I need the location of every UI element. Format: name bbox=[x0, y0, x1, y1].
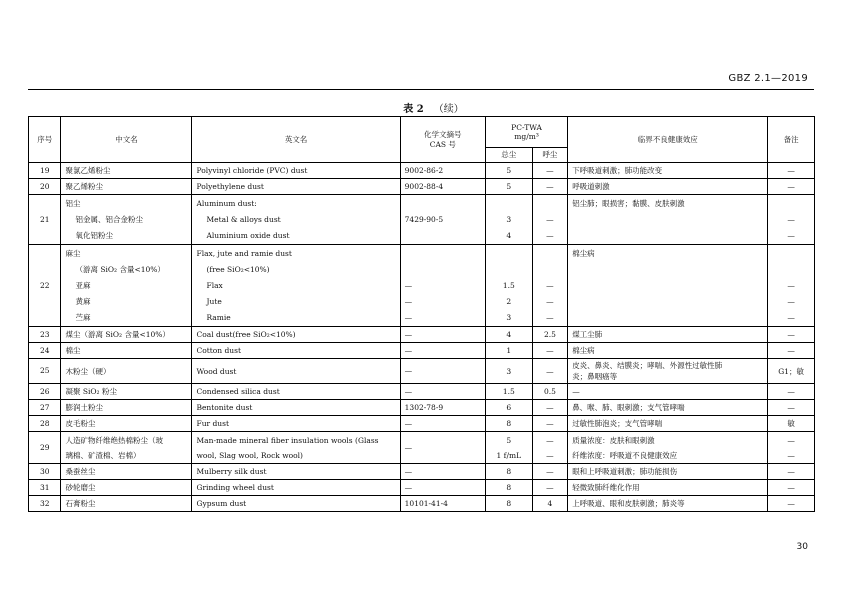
table-row bbox=[29, 245, 815, 327]
cell-total-dust bbox=[485, 327, 532, 343]
cell-total-dust bbox=[485, 179, 532, 195]
cell-cn-name bbox=[61, 179, 192, 195]
total-dust-value bbox=[490, 196, 528, 212]
resp-dust-value: — bbox=[546, 214, 554, 224]
note-line: — bbox=[787, 329, 795, 339]
cell-seq: 24 bbox=[29, 343, 61, 359]
effect-line: 上呼吸道、眼和皮肤刺激；肺炎等 bbox=[572, 498, 685, 508]
en-name-line: wool, Slag wool, Rock wool) bbox=[196, 450, 303, 460]
cell-cn-name bbox=[61, 400, 192, 416]
resp-dust-value: — bbox=[546, 466, 554, 476]
cell-seq: 32 bbox=[29, 496, 61, 512]
cell-effect bbox=[568, 480, 768, 496]
cell-resp-dust bbox=[532, 163, 568, 179]
note-line bbox=[772, 262, 810, 278]
cell-total-dust bbox=[485, 195, 532, 245]
header-cas bbox=[400, 117, 485, 163]
cell-note bbox=[768, 464, 815, 480]
en-name-line: Condensed silica dust bbox=[196, 386, 280, 396]
note-line: — bbox=[787, 280, 795, 290]
en-name-line: Ramie bbox=[206, 312, 231, 322]
cell-cn-name bbox=[61, 195, 192, 245]
cell-effect bbox=[568, 400, 768, 416]
total-dust-value: 8 bbox=[506, 418, 512, 428]
cell-cn-name bbox=[61, 359, 192, 384]
total-dust-value: 1.5 bbox=[502, 386, 515, 396]
resp-dust-value: 4 bbox=[547, 498, 553, 508]
cn-name-line: 桑蚕丝尘 bbox=[65, 466, 96, 476]
cell-cn-name bbox=[61, 480, 192, 496]
table-row bbox=[29, 480, 815, 496]
total-dust-value: 4 bbox=[506, 329, 512, 339]
note-line: — bbox=[787, 181, 795, 191]
cell-en-name bbox=[192, 163, 400, 179]
note-line: — bbox=[787, 498, 795, 508]
total-dust-value: 1 bbox=[506, 345, 512, 355]
page-number: 30 bbox=[796, 542, 808, 552]
cell-cas: — bbox=[400, 359, 485, 384]
cell-note bbox=[768, 343, 815, 359]
cell-resp-dust bbox=[532, 245, 568, 327]
cell-en-name bbox=[192, 343, 400, 359]
cell-total-dust bbox=[485, 480, 532, 496]
note-line: — bbox=[787, 214, 795, 224]
cell-note bbox=[768, 359, 815, 384]
total-dust-value: 3 bbox=[506, 312, 512, 322]
en-name-line: Polyethylene dust bbox=[196, 181, 264, 191]
effect-line: 煤工尘肺 bbox=[572, 329, 603, 339]
effect-line bbox=[572, 262, 763, 278]
cell-seq: 20 bbox=[29, 179, 61, 195]
cell-seq: 23 bbox=[29, 327, 61, 343]
table-row bbox=[29, 416, 815, 432]
cell-total-dust bbox=[485, 464, 532, 480]
table-row bbox=[29, 195, 815, 245]
resp-dust-value: — bbox=[546, 181, 554, 191]
note-line: — bbox=[787, 296, 795, 306]
total-dust-value: 8 bbox=[506, 482, 512, 492]
cell-cas: — bbox=[400, 480, 485, 496]
effect-line: 皮炎、鼻炎、结膜炎；哮喘、外源性过敏性肺 bbox=[572, 361, 723, 370]
cell-cas: 1302-78-9 bbox=[400, 400, 485, 416]
cell-effect bbox=[568, 384, 768, 400]
cell-en-name bbox=[192, 179, 400, 195]
en-name-line: Coal dust(free SiO₂<10%) bbox=[196, 329, 296, 339]
effect-line: 过敏性肺泡炎；支气管哮喘 bbox=[572, 418, 663, 428]
cell-seq: 28 bbox=[29, 416, 61, 432]
total-dust-value: 5 bbox=[506, 181, 512, 191]
cell-cas: — bbox=[400, 384, 485, 400]
total-dust-value: 3 bbox=[506, 366, 512, 376]
cn-name-line: 木粉尘（硬） bbox=[65, 366, 111, 376]
effect-line: 棉尘病 bbox=[572, 248, 595, 258]
note-line: — bbox=[787, 402, 795, 412]
cell-cn-name bbox=[61, 464, 192, 480]
occupational-exposure-limits-table bbox=[28, 116, 815, 512]
cas-line: — bbox=[404, 312, 413, 322]
cell-total-dust bbox=[485, 343, 532, 359]
cn-name-line: 砂轮磨尘 bbox=[65, 482, 96, 492]
cell-total-dust bbox=[485, 416, 532, 432]
cell-cas: 10101-41-4 bbox=[400, 496, 485, 512]
table-row bbox=[29, 496, 815, 512]
cn-name-line: 璃棉、矿渣棉、岩棉） bbox=[65, 450, 141, 460]
cn-name-line: 皮毛粉尘 bbox=[65, 418, 96, 428]
cell-cas: — bbox=[400, 464, 485, 480]
cell-cas: — bbox=[400, 416, 485, 432]
note-line: G1；敏 bbox=[778, 366, 804, 376]
cas-line: — bbox=[404, 280, 413, 290]
resp-dust-value: 0.5 bbox=[543, 386, 556, 396]
en-name-line: Fur dust bbox=[196, 418, 229, 428]
cell-cn-name bbox=[61, 432, 192, 464]
cell-note bbox=[768, 416, 815, 432]
effect-line bbox=[572, 228, 763, 244]
header-cas-line2: CAS 号 bbox=[429, 139, 456, 149]
cell-resp-dust bbox=[532, 384, 568, 400]
header-seq: 序号 bbox=[29, 117, 61, 163]
cn-name-line: 黄麻 bbox=[75, 296, 91, 306]
total-dust-value: 3 bbox=[506, 214, 512, 224]
en-name-line: (free SiO₂<10%) bbox=[206, 264, 270, 274]
cell-effect bbox=[568, 496, 768, 512]
cn-name-line: 凝聚 SiO₂ 粉尘 bbox=[65, 386, 117, 396]
cell-cas: 9002-86-2 bbox=[400, 163, 485, 179]
cas-line bbox=[405, 262, 481, 278]
cell-cas: — bbox=[400, 432, 485, 464]
table-caption-continued: （续） bbox=[433, 104, 464, 115]
note-line: — bbox=[787, 466, 795, 476]
cell-resp-dust bbox=[532, 195, 568, 245]
cell-cas: 9002-88-4 bbox=[400, 179, 485, 195]
note-line: — bbox=[787, 230, 795, 240]
cell-note bbox=[768, 480, 815, 496]
cell-resp-dust bbox=[532, 400, 568, 416]
en-name-line: Metal & alloys dust bbox=[206, 214, 281, 224]
cell-en-name bbox=[192, 195, 400, 245]
cell-resp-dust bbox=[532, 480, 568, 496]
resp-dust-value bbox=[537, 246, 564, 262]
cell-total-dust bbox=[485, 496, 532, 512]
en-name-line: Wood dust bbox=[196, 366, 237, 376]
header-en-name: 英文名 bbox=[192, 117, 400, 163]
table-row bbox=[29, 432, 815, 464]
resp-dust-value: — bbox=[546, 366, 554, 376]
cn-name-line: 棉尘 bbox=[65, 345, 81, 355]
cell-total-dust bbox=[485, 359, 532, 384]
cas-line bbox=[405, 246, 481, 262]
effect-line: 眼和上呼吸道刺激；肺功能损伤 bbox=[572, 466, 678, 476]
cell-seq: 31 bbox=[29, 480, 61, 496]
table-row bbox=[29, 343, 815, 359]
cas-line: — bbox=[404, 296, 413, 306]
resp-dust-value: — bbox=[546, 435, 554, 445]
cell-total-dust bbox=[485, 432, 532, 464]
cell-seq: 30 bbox=[29, 464, 61, 480]
cell-en-name bbox=[192, 359, 400, 384]
header-pctwa-line2: mg/m³ bbox=[514, 132, 539, 141]
en-name-line: Cotton dust bbox=[196, 345, 241, 355]
note-line bbox=[772, 196, 810, 212]
cell-cn-name bbox=[61, 245, 192, 327]
cell-note bbox=[768, 179, 815, 195]
cell-note bbox=[768, 432, 815, 464]
header-effect: 临界不良健康效应 bbox=[568, 117, 768, 163]
note-line bbox=[772, 246, 810, 262]
cell-cn-name bbox=[61, 416, 192, 432]
effect-line: 呼吸道刺激 bbox=[572, 181, 610, 191]
cell-en-name bbox=[192, 245, 400, 327]
cell-effect bbox=[568, 432, 768, 464]
total-dust-value: 2 bbox=[506, 296, 512, 306]
cell-effect bbox=[568, 163, 768, 179]
note-line: — bbox=[787, 386, 795, 396]
cell-total-dust bbox=[485, 245, 532, 327]
header-pctwa-line1: PC-TWA bbox=[511, 122, 542, 132]
cell-note bbox=[768, 327, 815, 343]
cn-name-line: 氧化铝粉尘 bbox=[75, 230, 113, 240]
cell-resp-dust bbox=[532, 327, 568, 343]
cell-effect bbox=[568, 416, 768, 432]
cn-name-line: 石膏粉尘 bbox=[65, 498, 96, 508]
cell-en-name bbox=[192, 480, 400, 496]
cell-resp-dust bbox=[532, 359, 568, 384]
cn-name-line: 苎麻 bbox=[75, 312, 91, 322]
resp-dust-value: — bbox=[546, 312, 554, 322]
cell-seq: 25 bbox=[29, 359, 61, 384]
note-line: 敏 bbox=[787, 418, 795, 428]
header-total-dust: 总尘 bbox=[485, 148, 532, 163]
cn-name-line: 膨润土粉尘 bbox=[65, 402, 103, 412]
effect-line: — bbox=[572, 386, 580, 396]
note-line: — bbox=[787, 345, 795, 355]
resp-dust-value: — bbox=[546, 296, 554, 306]
header-rule bbox=[28, 89, 814, 90]
cell-note bbox=[768, 245, 815, 327]
table-row bbox=[29, 163, 815, 179]
cn-name-line: 铝金属、铝合金粉尘 bbox=[75, 214, 143, 224]
cell-note bbox=[768, 163, 815, 179]
header-note: 备注 bbox=[768, 117, 815, 163]
table-row bbox=[29, 384, 815, 400]
effect-line: 质量浓度：皮肤和眼刺激 bbox=[572, 435, 655, 445]
table-caption bbox=[0, 100, 867, 115]
effect-line: 下呼吸道刺激；肺功能改变 bbox=[572, 165, 663, 175]
cell-resp-dust bbox=[532, 179, 568, 195]
resp-dust-value: — bbox=[546, 482, 554, 492]
en-name-line: Man-made mineral fiber insulation wools (Glass bbox=[196, 435, 379, 445]
cell-total-dust bbox=[485, 163, 532, 179]
en-name-line: Gypsum dust bbox=[196, 498, 247, 508]
note-line: — bbox=[787, 450, 795, 460]
total-dust-value bbox=[490, 262, 528, 278]
effect-line: 纤维浓度：呼吸道不良健康效应 bbox=[572, 450, 678, 460]
table-row bbox=[29, 464, 815, 480]
resp-dust-value: — bbox=[546, 345, 554, 355]
resp-dust-value: — bbox=[546, 280, 554, 290]
cell-cas: — bbox=[400, 343, 485, 359]
effect-line bbox=[572, 294, 763, 310]
resp-dust-value bbox=[537, 262, 564, 278]
cell-seq: 26 bbox=[29, 384, 61, 400]
resp-dust-value: — bbox=[546, 402, 554, 412]
table-row bbox=[29, 359, 815, 384]
cell-note bbox=[768, 195, 815, 245]
cell-resp-dust bbox=[532, 416, 568, 432]
en-name-line: Flax bbox=[206, 280, 223, 290]
cn-name-line: 人造矿物纤维绝热棉粉尘（玻 bbox=[65, 435, 163, 445]
effect-line: 铝尘肺；眼损害；黏膜、皮肤刺激 bbox=[572, 198, 685, 208]
cell-note bbox=[768, 384, 815, 400]
table-row bbox=[29, 179, 815, 195]
note-line: — bbox=[787, 312, 795, 322]
header-resp-dust: 呼尘 bbox=[532, 148, 568, 163]
cell-note bbox=[768, 400, 815, 416]
note-line: — bbox=[787, 165, 795, 175]
resp-dust-value bbox=[537, 196, 564, 212]
cell-resp-dust bbox=[532, 464, 568, 480]
cell-en-name bbox=[192, 432, 400, 464]
cell-resp-dust bbox=[532, 496, 568, 512]
cell-effect bbox=[568, 327, 768, 343]
total-dust-value bbox=[490, 246, 528, 262]
cell-seq: 27 bbox=[29, 400, 61, 416]
cell-en-name bbox=[192, 464, 400, 480]
en-name-line: Aluminum dust: bbox=[196, 198, 257, 208]
cell-effect bbox=[568, 464, 768, 480]
cell-effect bbox=[568, 359, 768, 384]
cell-seq: 19 bbox=[29, 163, 61, 179]
table-row bbox=[29, 327, 815, 343]
header-pctwa bbox=[485, 117, 567, 148]
effect-line bbox=[572, 212, 763, 228]
table-row bbox=[29, 400, 815, 416]
cell-cas bbox=[400, 245, 485, 327]
resp-dust-value: — bbox=[546, 418, 554, 428]
cell-en-name bbox=[192, 400, 400, 416]
cell-effect bbox=[568, 179, 768, 195]
cell-en-name bbox=[192, 327, 400, 343]
effect-line bbox=[572, 278, 763, 294]
cn-name-line: 煤尘（游离 SiO₂ 含量<10%） bbox=[65, 329, 170, 339]
total-dust-value: 8 bbox=[506, 498, 512, 508]
en-name-line: Polyvinyl chloride (PVC) dust bbox=[196, 165, 308, 175]
effect-line: 棉尘病 bbox=[572, 345, 595, 355]
cell-note bbox=[768, 496, 815, 512]
effect-line bbox=[572, 310, 763, 326]
resp-dust-value: — bbox=[546, 230, 554, 240]
note-line: — bbox=[787, 435, 795, 445]
cell-cas: — bbox=[400, 327, 485, 343]
cell-effect bbox=[568, 343, 768, 359]
total-dust-value: 1 f/mL bbox=[496, 450, 522, 460]
cell-effect bbox=[568, 245, 768, 327]
document-code: GBZ 2.1—2019 bbox=[728, 73, 808, 84]
table-body bbox=[29, 163, 815, 512]
header-cn-name: 中文名 bbox=[61, 117, 192, 163]
cn-name-line: 聚乙烯粉尘 bbox=[65, 181, 103, 191]
en-name-line: Bentonite dust bbox=[196, 402, 253, 412]
cell-cn-name bbox=[61, 496, 192, 512]
cell-en-name bbox=[192, 384, 400, 400]
cell-en-name bbox=[192, 496, 400, 512]
en-name-line: Mulberry silk dust bbox=[196, 466, 267, 476]
total-dust-value: 1.5 bbox=[502, 280, 515, 290]
total-dust-value: 8 bbox=[506, 466, 512, 476]
effect-line: 轻微致肺纤维化作用 bbox=[572, 482, 640, 492]
resp-dust-value: — bbox=[546, 450, 554, 460]
resp-dust-value: 2.5 bbox=[543, 329, 556, 339]
total-dust-value: 6 bbox=[506, 402, 512, 412]
cell-seq: 29 bbox=[29, 432, 61, 464]
en-name-line: Grinding wheel dust bbox=[196, 482, 274, 492]
header-cas-line1: 化学文摘号 bbox=[424, 130, 462, 140]
en-name-line: Aluminium oxide dust bbox=[206, 230, 290, 240]
en-name-line: Jute bbox=[206, 296, 222, 306]
cn-name-line: 聚氯乙烯粉尘 bbox=[65, 165, 111, 175]
cell-cn-name bbox=[61, 384, 192, 400]
cn-name-line: 麻尘 bbox=[65, 248, 81, 258]
cn-name-line: 亚麻 bbox=[75, 280, 91, 290]
effect-line: 鼻、喉、肺、眼刺激；支气管哮喘 bbox=[572, 402, 685, 412]
cell-en-name bbox=[192, 416, 400, 432]
cell-seq: 22 bbox=[29, 245, 61, 327]
cell-cas: 7429-90-5 bbox=[400, 195, 485, 245]
en-name-line: Flax, jute and ramie dust bbox=[196, 248, 292, 258]
total-dust-value: 5 bbox=[506, 435, 512, 445]
cn-name-line: （游离 SiO₂ 含量<10%） bbox=[75, 264, 165, 274]
effect-line: 炎；鼻咽癌等 bbox=[572, 372, 618, 381]
cell-total-dust bbox=[485, 400, 532, 416]
total-dust-value: 4 bbox=[506, 230, 512, 240]
note-line: — bbox=[787, 482, 795, 492]
cell-resp-dust bbox=[532, 343, 568, 359]
cell-effect bbox=[568, 195, 768, 245]
cn-name-line: 铝尘 bbox=[65, 198, 81, 208]
cell-total-dust bbox=[485, 384, 532, 400]
cell-resp-dust bbox=[532, 432, 568, 464]
cell-cn-name bbox=[61, 343, 192, 359]
resp-dust-value: — bbox=[546, 165, 554, 175]
cell-seq: 21 bbox=[29, 195, 61, 245]
cell-cn-name bbox=[61, 327, 192, 343]
table-caption-title: 表 2 bbox=[403, 104, 424, 115]
total-dust-value: 5 bbox=[506, 165, 512, 175]
cell-cn-name bbox=[61, 163, 192, 179]
